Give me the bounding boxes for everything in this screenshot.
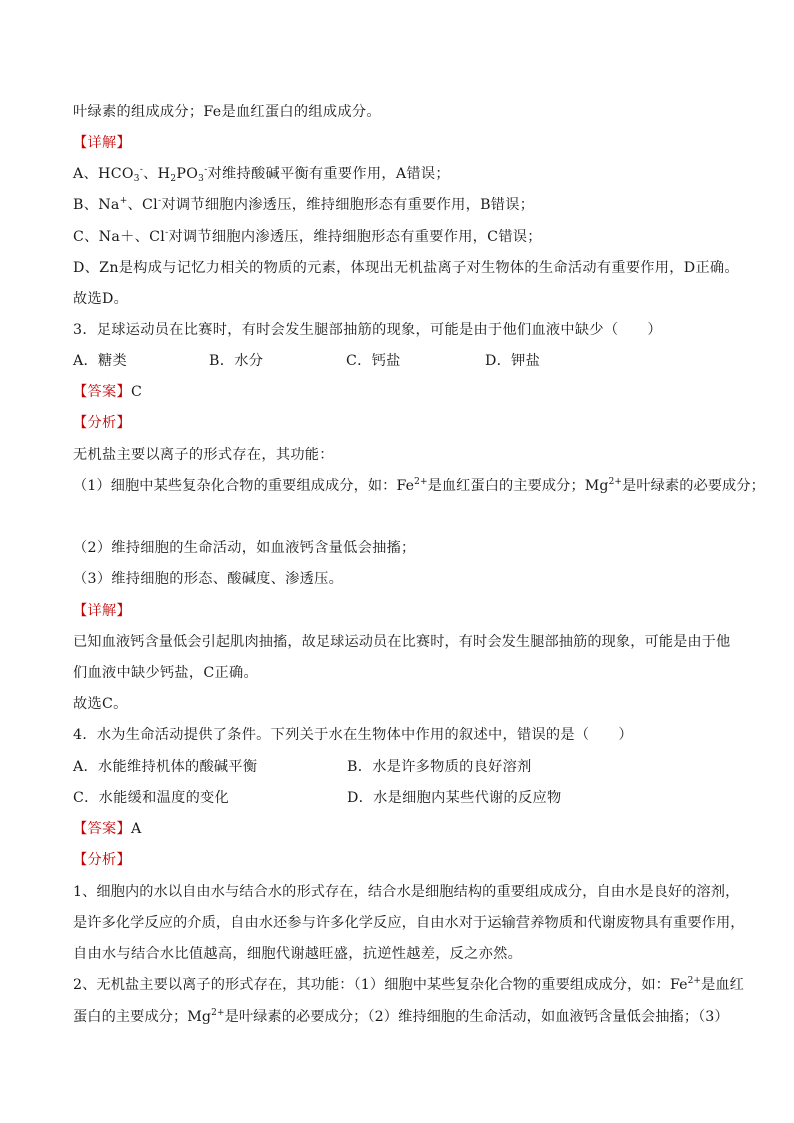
option-b-explanation: B、Na+、Cl-对调节细胞内渗透压，维持细胞形态有重要作用，B错误； xyxy=(73,196,535,213)
text-line: 2、无机盐主要以离子的形式存在，其功能：（1）细胞中某些复杂化合物的重要组成成分，如：$Fe^{2+}$是血红 xyxy=(73,976,744,993)
text-line: 是许多化学反应的介质，自由水还参与许多化学反应，自由水对于运输营养物质和代谢废物具有重要作用， xyxy=(73,915,745,931)
text-line: 自由水与结合水比值越高，细胞代谢越旺盛，抗逆性越差，反之亦然。 xyxy=(73,946,523,962)
text-line: 已知血液钙含量低会引起肌肉抽搐，故足球运动员在比赛时，有时会发生腿部抽筋的现象，可能是由于他 xyxy=(73,634,731,650)
text-line: （2）维持细胞的生命活动，如血液钙含量低会抽搐； xyxy=(73,540,416,556)
section-heading-analysis: 【分析】 xyxy=(73,852,131,868)
option-c-explanation: C、Na＋、Cl-对调节细胞内渗透压，维持细胞形态有重要作用，C错误； xyxy=(73,228,542,245)
option-c: C．钙盐 xyxy=(346,353,401,369)
section-heading-detail: 【详解】 xyxy=(73,603,131,619)
section-heading-analysis: 【分析】 xyxy=(73,415,131,431)
text-line: 1、细胞内的水以自由水与结合水的形式存在，结合水是细胞结构的重要组成成分，自由水是良好的溶剂， xyxy=(73,884,740,900)
option-a: A．糖类 xyxy=(73,353,128,369)
section-heading-detail: 【详解】 xyxy=(73,135,131,151)
option-b: B．水是许多物质的良好溶剂 xyxy=(347,759,532,775)
option-a-explanation: A、$HCO_3^-$、$H_2PO_3^-$对维持酸碱平衡有重要作用，A错误； xyxy=(73,165,450,184)
answer-3: 【答案】C xyxy=(73,384,143,400)
text-line: 叶绿素的组成成分；Fe是血红蛋白的组成成分。 xyxy=(73,104,381,120)
text-line: （1）细胞中某些复杂化合物的重要组成成分，如：$Fe^{2+}$是血红蛋白的主要成分；$Mg^{2+}$是叶绿素的必要成分； xyxy=(73,477,765,494)
option-a: A．水能维持机体的酸碱平衡 xyxy=(73,759,258,775)
text-line: 们血液中缺少钙盐，C正确。 xyxy=(73,665,259,681)
option-d: D．水是细胞内某些代谢的反应物 xyxy=(347,790,562,806)
option-d-explanation: D、Zn是构成与记忆力相关的物质的元素，体现出无机盐离子对生物体的生命活动有重要作用，D正确。 xyxy=(73,260,739,276)
text-line: 无机盐主要以离子的形式存在，其功能： xyxy=(73,447,334,463)
conclusion-line: 故选C。 xyxy=(73,696,128,712)
option-d: D．钾盐 xyxy=(485,353,541,369)
option-b: B．水分 xyxy=(209,353,264,369)
question-4: 4．水为生命活动提供了条件。下列关于水在生物体中作用的叙述中，错误的是（ ） xyxy=(73,727,633,743)
answer-4: 【答案】A xyxy=(73,821,142,837)
text-line: 蛋白的主要成分；$Mg^{2+}$是叶绿素的必要成分；（2）维持细胞的生命活动，如血液钙含量低会抽搐；（3） xyxy=(73,1008,729,1025)
option-c: C．水能缓和温度的变化 xyxy=(73,790,230,806)
question-3: 3．足球运动员在比赛时，有时会发生腿部抽筋的现象，可能是由于他们血液中缺少（ ） xyxy=(73,322,662,338)
conclusion-line: 故选D。 xyxy=(73,291,129,307)
text-line: （3）维持细胞的形态、酸碱度、渗透压。 xyxy=(73,571,344,587)
